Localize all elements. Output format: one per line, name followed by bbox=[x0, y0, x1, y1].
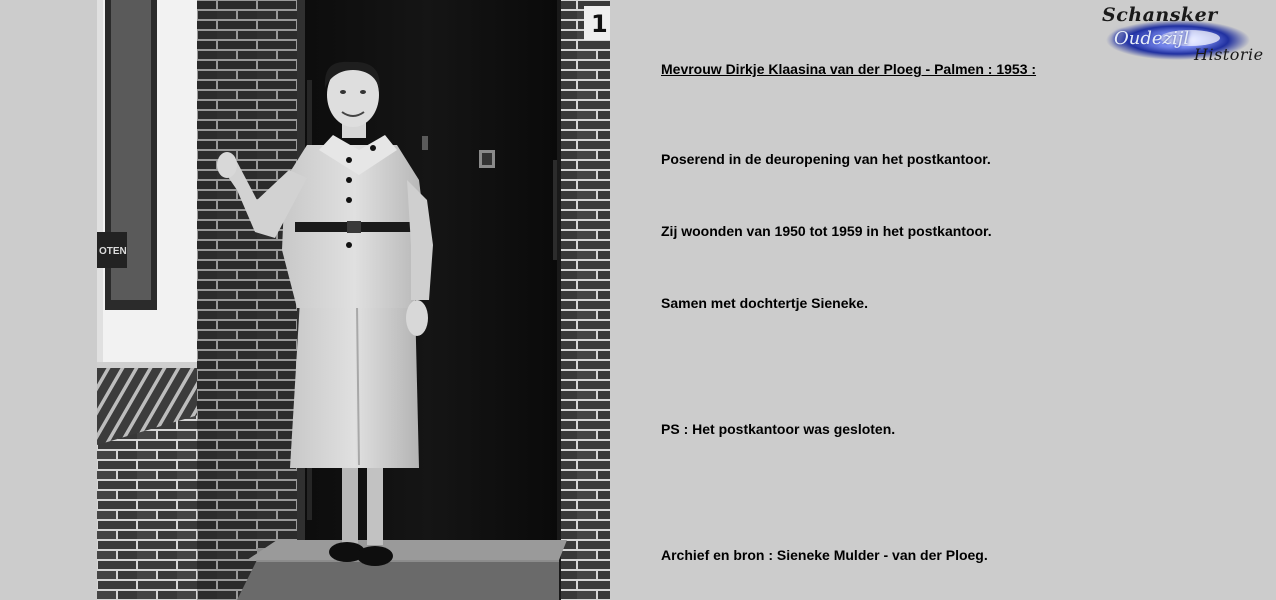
photograph bbox=[97, 0, 610, 600]
logo-text-historie: Historie bbox=[1194, 45, 1264, 64]
logo-text-schansker: Schansker bbox=[1102, 4, 1218, 26]
door-sign-text: OTEN bbox=[99, 246, 127, 257]
photo-woman-in-doorway bbox=[97, 0, 610, 600]
caption-source: Archief en bron : Sieneke Mulder - van der Ploeg. bbox=[661, 547, 988, 563]
logo-text-oudezijl: Oudezijl bbox=[1114, 28, 1190, 49]
caption-line-doorway: Poserend in de deuropening van het postkantoor. bbox=[661, 151, 991, 167]
caption-line-daughter: Samen met dochtertje Sieneke. bbox=[661, 295, 868, 311]
caption-line-lived: Zij woonden van 1950 tot 1959 in het postkantoor. bbox=[661, 223, 992, 239]
house-number: 1 bbox=[591, 10, 608, 38]
caption-ps: PS : Het postkantoor was gesloten. bbox=[661, 421, 896, 437]
caption-heading: Mevrouw Dirkje Klaasina van der Ploeg - Palmen : 1953 : bbox=[661, 61, 1037, 77]
schansker-oudezijl-historie-logo bbox=[1100, 4, 1270, 66]
